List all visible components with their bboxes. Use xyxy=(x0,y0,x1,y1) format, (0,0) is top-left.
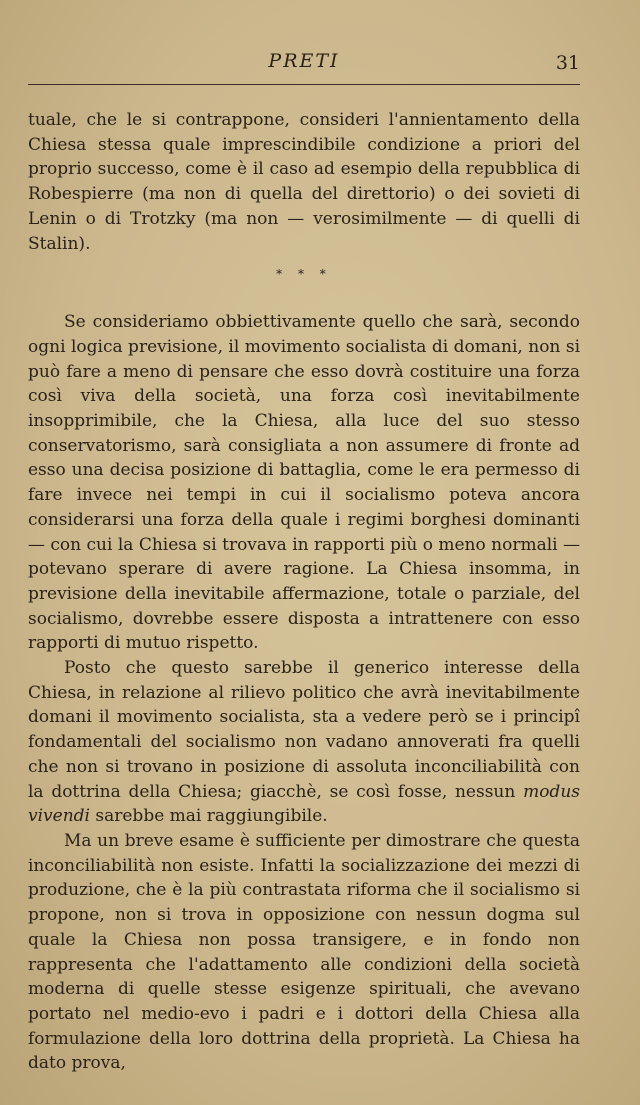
page-number: 31 xyxy=(555,52,580,74)
page-header xyxy=(28,48,580,78)
paragraph-2: Se consideriamo obbiettivamente quello che sarà, secondo ogni logica previsione, il movimento socialista di domani, non si può fare a meno di pensare che esso dovrà costituire una forza così viva della società, una forza così inevitabilmente insopprimibile, che la Chiesa, alla luce del suo stesso conservatorismo, sarà consigliata a non assumere di fronte ad esso una decisa posizione di battaglia, come le era permesso di fare invece nei tempi in cui il socialismo poteva ancora considerarsi una forza della quale i regimi borghesi dominanti — con cui la Chiesa si trovava in rapporti più o meno normali — potevano sperare di avere ragione. La Chiesa insomma, in previsione della inevitabile affermazione, totale o parziale, del socialismo, dovrebbe essere disposta a intrattenere con esso rapporti di mutuo rispetto. xyxy=(28,312,580,654)
paragraph-3-end: sarebbe mai raggiungibile. xyxy=(95,806,328,827)
header-rule xyxy=(28,84,580,85)
section-break: * * * xyxy=(276,267,332,282)
latin-phrase: modus vivendi xyxy=(28,781,580,827)
paragraph-3 xyxy=(28,656,580,829)
paragraph-4: Ma un breve esame è sufficiente per dimostrare che questa inconciliabilità non esiste. Infatti la socializzazione dei mezzi di produzione, che è la più contrastata riforma che il socialismo si propone, non si trova in opposizione con nessun dogma sul quale la Chiesa non possa transigere, e in fondo non rappresenta che l'adattamento alle condizioni della società moderna di quelle stesse esigenze spirituali, che avevano portato nel medio-evo i padri e i dottori della Chiesa alla formulazione della loro dottrina della proprietà. La Chiesa ha dato prova, xyxy=(28,830,580,1074)
running-title: PRETI xyxy=(268,50,340,72)
paragraph-1: tuale, che le si contrappone, consideri l'annientamento della Chiesa stessa quale imprescindibile condizione a priori del proprio successo, come è il caso ad esempio della repubblica di Robespierre (ma non di quella del direttorio) o dei sovieti di Lenin o di Trotzky (ma non — verosimilmente — di quelli di Stalin). xyxy=(28,110,580,254)
paragraph-3-text: Posto che questo sarebbe il generico interesse della Chiesa, in relazione al rilievo politico che avrà inevitabilmente domani il movimento socialista, sta a vedere però se i principî fondamentali del socialismo non vadano annoverati fra quelli che non si trovano in posizione di assoluta inconciliabilità con la dottrina della Chiesa; giacchè, se così fosse, nessun xyxy=(28,658,580,802)
body-text xyxy=(28,108,580,1076)
